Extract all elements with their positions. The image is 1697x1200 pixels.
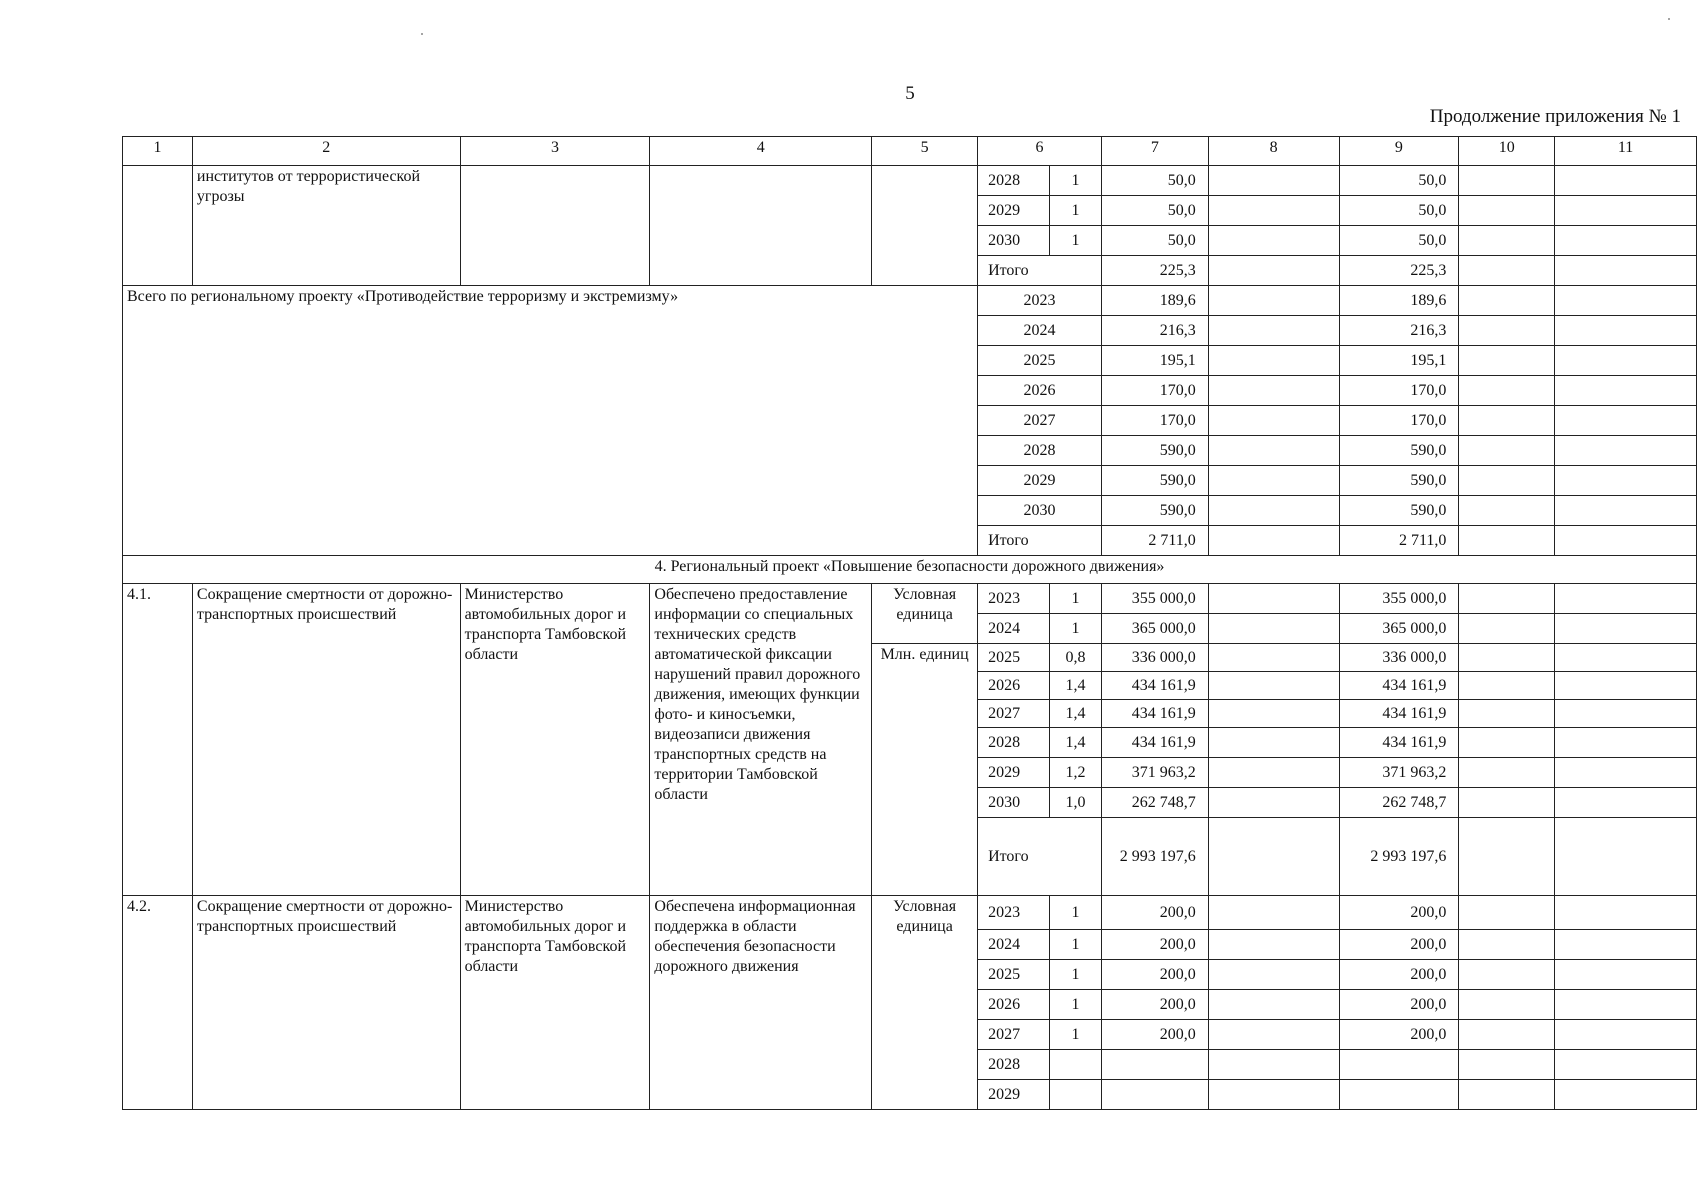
header-cell: 4 [650, 137, 872, 166]
cell-total-label: Итого [978, 526, 1102, 556]
cell-year: 2029 [978, 758, 1050, 788]
header-cell: 10 [1459, 137, 1555, 166]
cell-empty [1459, 226, 1555, 256]
cell-amount [1101, 1080, 1208, 1110]
header-cell: 2 [192, 137, 460, 166]
cell-empty [1459, 466, 1555, 496]
continuation-label: Продолжение приложения № 1 [1429, 106, 1681, 127]
cell-empty [1555, 286, 1697, 316]
cell-empty [1208, 672, 1339, 700]
cell-empty [1555, 226, 1697, 256]
cell-count [1050, 1080, 1102, 1110]
header-cell: 9 [1339, 137, 1459, 166]
budget-table [122, 136, 1697, 1110]
cell-year: 2023 [978, 584, 1050, 614]
cell-empty [1459, 990, 1555, 1020]
item-goal: Сокращение смертности от дорожно-транспортных происшествий [192, 896, 460, 1110]
cell-empty [1555, 496, 1697, 526]
cell-amount: 225,3 [1101, 256, 1208, 286]
cell-amount: 195,1 [1101, 346, 1208, 376]
cell-empty [1459, 1050, 1555, 1080]
cell-empty [1459, 496, 1555, 526]
cell-empty [1208, 728, 1339, 758]
cell-empty [1208, 166, 1339, 196]
page-number: 5 [905, 83, 915, 104]
cell-empty [650, 166, 872, 286]
cell-empty [1555, 1080, 1697, 1110]
cell-amount: 262 748,7 [1101, 788, 1208, 818]
cell-year: 2023 [978, 286, 1102, 316]
header-row [123, 137, 1697, 166]
cell-year: 2023 [978, 896, 1050, 930]
cell-empty [1555, 436, 1697, 466]
cell-amount: 371 963,2 [1101, 758, 1208, 788]
cell-empty [1459, 256, 1555, 286]
cell-empty [1555, 376, 1697, 406]
cell-empty [1208, 644, 1339, 672]
cell-count: 1,2 [1050, 758, 1102, 788]
cell-empty [1208, 990, 1339, 1020]
cell-empty [123, 166, 193, 286]
cell-empty [1208, 226, 1339, 256]
cell-total-label: Итого [978, 256, 1102, 286]
cell-empty [1555, 788, 1697, 818]
cell-amount: 200,0 [1339, 1020, 1459, 1050]
cell-amount: 336 000,0 [1339, 644, 1459, 672]
cell-empty [1459, 436, 1555, 466]
cell-year: 2030 [978, 226, 1050, 256]
cell-year: 2024 [978, 930, 1050, 960]
table-row [123, 166, 1697, 196]
cell-empty [1555, 896, 1697, 930]
cell-count: 1,4 [1050, 728, 1102, 758]
cell-empty [1208, 1080, 1339, 1110]
cell-amount: 200,0 [1101, 990, 1208, 1020]
cell-empty [1208, 788, 1339, 818]
cell-amount: 2 711,0 [1101, 526, 1208, 556]
cell-empty [1208, 1020, 1339, 1050]
cell-empty [1459, 930, 1555, 960]
header-cell: 6 [978, 137, 1102, 166]
cell-amount: 590,0 [1101, 466, 1208, 496]
cell-empty [1555, 1050, 1697, 1080]
cell-year: 2029 [978, 196, 1050, 226]
cell-amount: 200,0 [1339, 930, 1459, 960]
cell-year: 2028 [978, 166, 1050, 196]
cell-year: 2026 [978, 376, 1102, 406]
cell-empty [1555, 930, 1697, 960]
cell-amount: 170,0 [1101, 406, 1208, 436]
cell-empty [1555, 166, 1697, 196]
cell-amount: 355 000,0 [1339, 584, 1459, 614]
cell-empty [1208, 584, 1339, 614]
cell-year: 2024 [978, 614, 1050, 644]
item-result: Обеспечено предоставление информации со специальных технических средств автоматической фиксации нарушений правил дорожного движения, имеющих функции фото- и киносъемки, видеозаписи движения транспортных средств на территории Тамбовской области [650, 584, 872, 896]
cell-empty [1459, 1020, 1555, 1050]
cell-amount: 434 161,9 [1339, 700, 1459, 728]
item-number: 4.1. [123, 584, 193, 896]
cell-amount: 216,3 [1101, 316, 1208, 346]
cell-count: 1 [1050, 896, 1102, 930]
cell-empty [1555, 758, 1697, 788]
cell-amount: 2 993 197,6 [1101, 818, 1208, 896]
cell-empty [1459, 818, 1555, 896]
cell-empty [1208, 818, 1339, 896]
cell-empty [1208, 526, 1339, 556]
cell-empty [1459, 584, 1555, 614]
item-responsible: Министерство автомобильных дорог и транспорта Тамбовской области [460, 896, 650, 1110]
cell-empty [1555, 700, 1697, 728]
cell-amount: 50,0 [1339, 226, 1459, 256]
cell-count: 1,4 [1050, 700, 1102, 728]
cell-count: 1 [1050, 1020, 1102, 1050]
cell-empty [1555, 818, 1697, 896]
header-cell: 3 [460, 137, 650, 166]
header-cell: 8 [1208, 137, 1339, 166]
cell-amount: 371 963,2 [1339, 758, 1459, 788]
cell-empty [1459, 196, 1555, 226]
cell-amount: 200,0 [1101, 960, 1208, 990]
cell-amount: 2 993 197,6 [1339, 818, 1459, 896]
cell-amount: 200,0 [1101, 896, 1208, 930]
cell-amount: 434 161,9 [1339, 672, 1459, 700]
cell-count: 1,4 [1050, 672, 1102, 700]
cell-year: 2028 [978, 728, 1050, 758]
item-responsible: Министерство автомобильных дорог и транспорта Тамбовской области [460, 584, 650, 896]
cell-empty [1208, 286, 1339, 316]
cell-empty [1555, 614, 1697, 644]
section-title: 4. Региональный проект «Повышение безопасности дорожного движения» [123, 556, 1697, 584]
header-cell: 7 [1101, 137, 1208, 166]
cell-empty [1555, 584, 1697, 614]
cell-year: 2028 [978, 436, 1102, 466]
item-goal: Сокращение смертности от дорожно-транспортных происшествий [192, 584, 460, 896]
item-result: Обеспечена информационная поддержка в области обеспечения безопасности дорожного движения [650, 896, 872, 1110]
cell-amount: 434 161,9 [1101, 728, 1208, 758]
section-row [123, 556, 1697, 584]
cell-year: 2026 [978, 990, 1050, 1020]
cell-empty [1555, 672, 1697, 700]
item-unit: Млн. единиц [872, 644, 978, 896]
cell-year: 2026 [978, 672, 1050, 700]
cell-year: 2027 [978, 1020, 1050, 1050]
cell-empty [1459, 346, 1555, 376]
cell-year: 2027 [978, 406, 1102, 436]
cell-amount: 50,0 [1339, 196, 1459, 226]
cell-empty [1459, 614, 1555, 644]
cell-amount: 50,0 [1339, 166, 1459, 196]
cell-amount: 200,0 [1101, 1020, 1208, 1050]
cell-year: 2030 [978, 788, 1050, 818]
cell-empty [1459, 960, 1555, 990]
cell-count [1050, 1050, 1102, 1080]
header-cell: 5 [872, 137, 978, 166]
cell-empty [1208, 496, 1339, 526]
cell-amount: 434 161,9 [1101, 672, 1208, 700]
cell-amount: 590,0 [1339, 496, 1459, 526]
cell-amount: 262 748,7 [1339, 788, 1459, 818]
cell-amount: 50,0 [1101, 166, 1208, 196]
cell-empty [1208, 196, 1339, 226]
table-row [123, 584, 1697, 614]
item-number: 4.2. [123, 896, 193, 1110]
cell-empty [1208, 256, 1339, 286]
cell-count: 1 [1050, 614, 1102, 644]
cell-goal: институтов от террористической угрозы [192, 166, 460, 286]
cell-year: 2025 [978, 960, 1050, 990]
scan-artifact [1668, 18, 1670, 20]
cell-amount: 170,0 [1339, 406, 1459, 436]
cell-count: 1 [1050, 166, 1102, 196]
cell-amount: 50,0 [1101, 196, 1208, 226]
cell-empty [1208, 614, 1339, 644]
cell-amount: 590,0 [1101, 496, 1208, 526]
cell-empty [1459, 316, 1555, 346]
cell-empty [1459, 376, 1555, 406]
cell-amount: 590,0 [1339, 436, 1459, 466]
cell-empty [1208, 758, 1339, 788]
cell-empty [1208, 316, 1339, 346]
cell-amount: 200,0 [1339, 960, 1459, 990]
cell-year: 2028 [978, 1050, 1050, 1080]
cell-amount [1101, 1050, 1208, 1080]
cell-amount: 189,6 [1339, 286, 1459, 316]
cell-amount: 365 000,0 [1339, 614, 1459, 644]
cell-amount: 590,0 [1101, 436, 1208, 466]
cell-empty [1459, 700, 1555, 728]
cell-total-label: Итого [978, 818, 1102, 896]
cell-count: 1 [1050, 584, 1102, 614]
cell-empty [460, 166, 650, 286]
cell-amount: 216,3 [1339, 316, 1459, 346]
cell-empty [1208, 930, 1339, 960]
cell-amount: 189,6 [1101, 286, 1208, 316]
table-row [123, 896, 1697, 930]
cell-amount: 200,0 [1339, 896, 1459, 930]
cell-amount: 170,0 [1101, 376, 1208, 406]
cell-empty [1208, 960, 1339, 990]
cell-count: 1 [1050, 960, 1102, 990]
cell-empty [1208, 700, 1339, 728]
cell-count: 1 [1050, 196, 1102, 226]
cell-empty [1208, 406, 1339, 436]
cell-year: 2025 [978, 346, 1102, 376]
item-unit: Условная единица [872, 896, 978, 1110]
cell-year: 2029 [978, 1080, 1050, 1110]
cell-empty [1555, 406, 1697, 436]
cell-count: 1 [1050, 930, 1102, 960]
cell-amount: 195,1 [1339, 346, 1459, 376]
cell-empty [1208, 346, 1339, 376]
cell-amount [1339, 1080, 1459, 1110]
cell-year: 2027 [978, 700, 1050, 728]
project-total-label: Всего по региональному проекту «Противодействие терроризму и экстремизму» [123, 286, 978, 556]
table-row [123, 286, 1697, 316]
cell-amount: 365 000,0 [1101, 614, 1208, 644]
cell-amount: 434 161,9 [1101, 700, 1208, 728]
cell-count: 1 [1050, 990, 1102, 1020]
cell-empty [1555, 466, 1697, 496]
cell-empty [1555, 1020, 1697, 1050]
cell-empty [1459, 896, 1555, 930]
cell-empty [1459, 728, 1555, 758]
cell-empty [1555, 990, 1697, 1020]
cell-amount: 434 161,9 [1339, 728, 1459, 758]
cell-empty [1459, 286, 1555, 316]
cell-empty [1555, 196, 1697, 226]
cell-amount: 590,0 [1339, 466, 1459, 496]
scan-artifact [421, 33, 423, 35]
cell-empty [1208, 1050, 1339, 1080]
cell-empty [1555, 526, 1697, 556]
cell-empty [1208, 896, 1339, 930]
cell-count: 1,0 [1050, 788, 1102, 818]
cell-year: 2029 [978, 466, 1102, 496]
item-unit: Условная единица [872, 584, 978, 644]
cell-amount: 336 000,0 [1101, 644, 1208, 672]
cell-empty [1208, 466, 1339, 496]
cell-empty [872, 166, 978, 286]
header-cell: 1 [123, 137, 193, 166]
cell-year: 2024 [978, 316, 1102, 346]
cell-amount: 50,0 [1101, 226, 1208, 256]
cell-empty [1555, 256, 1697, 286]
cell-amount: 2 711,0 [1339, 526, 1459, 556]
cell-empty [1208, 436, 1339, 466]
cell-empty [1555, 960, 1697, 990]
cell-amount: 355 000,0 [1101, 584, 1208, 614]
cell-empty [1555, 316, 1697, 346]
cell-empty [1459, 644, 1555, 672]
cell-amount: 225,3 [1339, 256, 1459, 286]
cell-empty [1208, 376, 1339, 406]
cell-amount: 170,0 [1339, 376, 1459, 406]
cell-count: 1 [1050, 226, 1102, 256]
cell-year: 2025 [978, 644, 1050, 672]
cell-amount: 200,0 [1101, 930, 1208, 960]
cell-count: 0,8 [1050, 644, 1102, 672]
cell-empty [1555, 644, 1697, 672]
cell-empty [1459, 166, 1555, 196]
cell-empty [1459, 406, 1555, 436]
cell-amount: 200,0 [1339, 990, 1459, 1020]
header-cell: 11 [1555, 137, 1697, 166]
cell-empty [1459, 1080, 1555, 1110]
cell-empty [1459, 672, 1555, 700]
cell-empty [1555, 728, 1697, 758]
cell-empty [1459, 788, 1555, 818]
cell-year: 2030 [978, 496, 1102, 526]
cell-empty [1459, 758, 1555, 788]
cell-empty [1459, 526, 1555, 556]
cell-empty [1555, 346, 1697, 376]
cell-amount [1339, 1050, 1459, 1080]
